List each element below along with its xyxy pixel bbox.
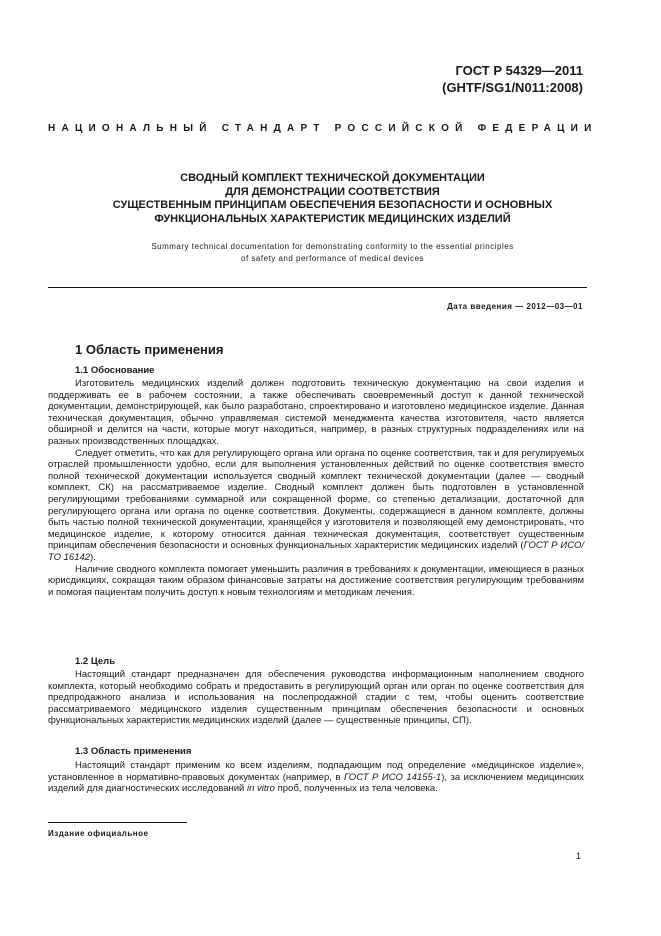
in-vitro-term: in vitro — [246, 783, 275, 795]
title-line: СВОДНЫЙ КОМПЛЕКТ ТЕХНИЧЕСКОЙ ДОКУМЕНТАЦИИ — [180, 172, 485, 184]
section-1-1-body — [48, 378, 584, 598]
standard-code-block — [442, 62, 583, 96]
paragraph — [48, 448, 584, 564]
section-1-3-heading: 1.3 Область применения — [75, 746, 192, 757]
english-title-line: Summary technical documentation for demonstrating conformity to the essential principles — [151, 242, 514, 251]
title-line: ФУНКЦИОНАЛЬНЫХ ХАРАКТЕРИСТИК МЕДИЦИНСКИХ ИЗДЕЛИЙ — [154, 212, 511, 225]
ghtf-code: (GHTF/SG1/N011:2008) — [442, 80, 583, 95]
section-1-3-body — [48, 760, 584, 795]
standard-reference: ГОСТ Р ИСО/ТО 16142 — [48, 540, 584, 563]
paragraph: Изготовитель медицинских изделий должен подготовить техническую документацию на свои изделия и поддерживать ее в рабочем состоянии, а также обеспечивать своевременный доступ к данной технической документации, демонстрирующей, как было разработано, спроектировано и изготовлено медицинское изделие. Данная техническая документация, обычно управляемая системой менеджмента качества изготовителя, часто является обширной и делится на части, которые могут находиться, например, в разных структурных подразделениях или на разных производственных площадках. — [48, 378, 584, 447]
title-line: СУЩЕСТВЕННЫМ ПРИНЦИПАМ ОБЕСПЕЧЕНИЯ БЕЗОПАСНОСТИ И ОСНОВНЫХ — [112, 199, 553, 212]
paragraph: Наличие сводного комплекта помогает уменьшить различия в требованиях к документации, имеющиеся в разных юрисдикциях, сокращая таким образом финансовые затраты на достижение соответствия регулирующим требованиям и помогая пациентам получить доступ к новым технологиям и методикам лечения. — [48, 563, 584, 598]
header-divider — [48, 287, 587, 288]
paragraph-text: Настоящий стандарт применим ко всем изделиям, подпадающим под определение «медицинское изделие», установленное в нормативно-правовых документах (например, в — [48, 760, 584, 783]
introduction-date: Дата введения — 2012—03—01 — [447, 302, 583, 311]
gost-number: ГОСТ Р 54329—2011 — [455, 63, 583, 78]
document-title — [48, 172, 617, 226]
section-1-2-body — [48, 669, 584, 727]
english-title-line: of safety and performance of medical devices — [241, 254, 424, 263]
paragraph-text: ), за исключением медицинских изделий для диагностических исследований — [48, 771, 584, 795]
page-number: 1 — [575, 851, 581, 861]
paragraph-text: ). — [90, 551, 96, 563]
title-line: ДЛЯ ДЕМОНСТРАЦИИ СООТВЕТСТВИЯ — [225, 185, 440, 198]
national-standard-banner: НАЦИОНАЛЬНЫЙ СТАНДАРТ РОССИЙСКОЙ ФЕДЕРАЦИИ — [48, 123, 598, 134]
footer-divider — [48, 822, 187, 823]
paragraph: Настоящий стандарт предназначен для обеспечения руководства информационным наполнением сводного комплекта, который необходимо собрать и предоставить в регулирующий орган или орган по оценке соответствия для предпродажного анализа и использования на послепродажной стадии с тем, чтобы оценить соответствие рассматриваемого медицинского изделия существенным принципам обеспечения безопасности и основных функциональных характеристик медицинских изделий (далее — существенные принципы, СП). — [48, 669, 584, 727]
english-title — [48, 241, 617, 265]
official-edition-label: Издание официальное — [48, 829, 149, 838]
standard-reference: ГОСТ Р ИСО 14155-1 — [343, 771, 442, 783]
paragraph-text: проб, полученных из тела человека. — [274, 783, 438, 795]
section-1-2-heading: 1.2 Цель — [75, 656, 116, 667]
paragraph — [48, 760, 584, 795]
paragraph-text: Следует отметить, что как для регулирующего органа или органа по оценке соответствия, так и для регулируемых отраслей промышленности удобно, если для выполнения установленных действий по оценке соответствия вместо полной технической документации используется сводный комплект технической документации (далее — сводный комплект, СК) на рассматриваемое изделие. Сводный комплект должен быть подготовлен в установленной регулирующими требованиями суммарной или сокращенной форме, со степенью детализации, достаточной для регулирующего органа или органа по оценке соответствия. Документы, содержащиеся в данном комплекте, должны быть частью полной технической документации, хранящейся у изготовителя и позволяющей ему демонстрировать, что медицинское изделие, к которому относится данная техническая документация, соответствует существенным принципам обеспечения безопасности и основных функциональных характеристик медицинских изделий ( — [48, 447, 584, 552]
section-1-1-heading: 1.1 Обоснование — [75, 365, 155, 376]
section-1-heading: 1 Область применения — [75, 342, 224, 357]
